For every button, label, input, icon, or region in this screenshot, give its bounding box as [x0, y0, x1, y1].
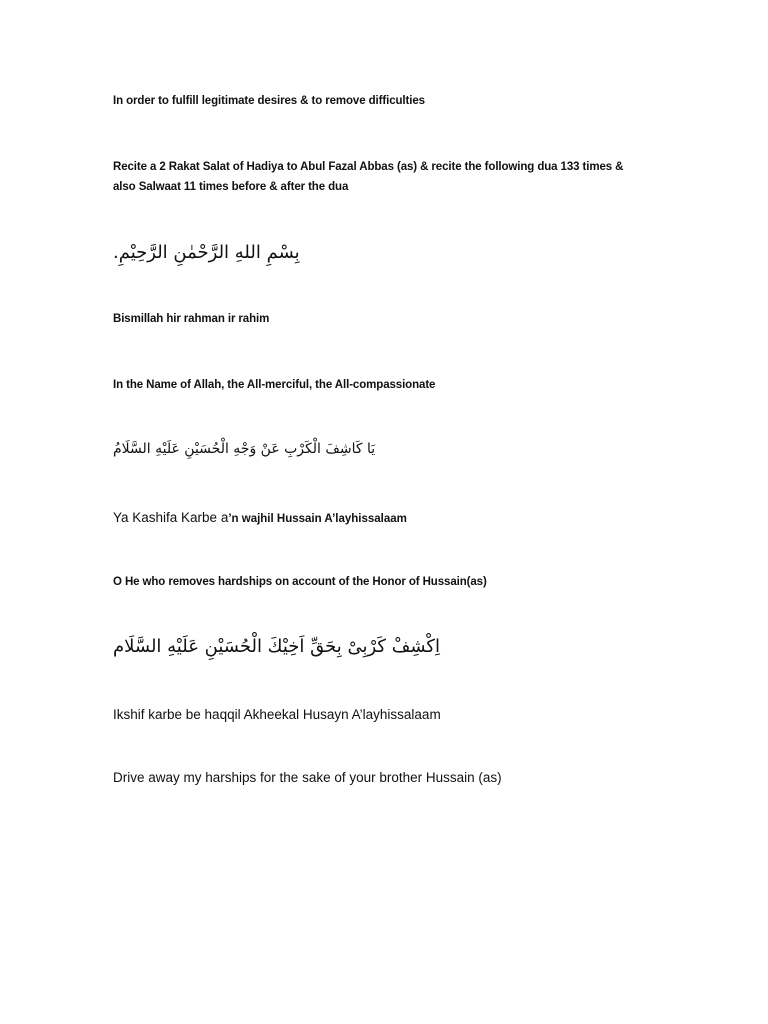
dua2-arabic-line	[113, 636, 440, 657]
instruction-line-1: Recite a 2 Rakat Salat of Hadiya to Abul Fazal Abbas (as) & recite the following dua 133 times &	[113, 161, 624, 173]
dua1-translit-bold: ’n wajhil Hussain A’layhissalaam	[228, 513, 407, 525]
document-heading: In order to fulfill legitimate desires & to remove difficulties	[113, 95, 425, 107]
dua1-arabic: يَا كَاشِفَ الْكَرْبِ عَنْ وَجْهِ الْحُسَيْنِ عَلَيْهِ السَّلَامُ	[113, 441, 376, 457]
dua2-translation: Drive away my harships for the sake of your brother Hussain (as)	[113, 770, 502, 785]
instruction-line-2: also Salwaat 11 times before & after the dua	[113, 181, 349, 193]
dua1-translit-plain: Ya Kashifa Karbe a	[113, 510, 229, 525]
bismillah-arabic: بِسْمِ اللهِ الرَّحْمٰنِ الرَّحِيْمِ.	[113, 242, 300, 263]
bismillah-transliteration: Bismillah hir rahman ir rahim	[113, 313, 270, 325]
bismillah-arabic-line	[113, 242, 313, 263]
dua1-translation: O He who removes hardships on account of the Honor of Hussain(as)	[113, 576, 487, 588]
dua2-arabic: اِكْشِفْ كَرْبِىْ بِحَقِّ اَخِيْكَ الْحُسَيْنِ عَلَيْهِ السَّلَام	[113, 636, 440, 657]
bismillah-translation: In the Name of Allah, the All-merciful, the All-compassionate	[113, 379, 436, 391]
dua1-transliteration	[113, 509, 673, 527]
dua1-arabic-line	[113, 440, 376, 458]
dua2-transliteration: Ikshif karbe be haqqil Akheekal Husayn A’layhissalaam	[113, 707, 441, 722]
